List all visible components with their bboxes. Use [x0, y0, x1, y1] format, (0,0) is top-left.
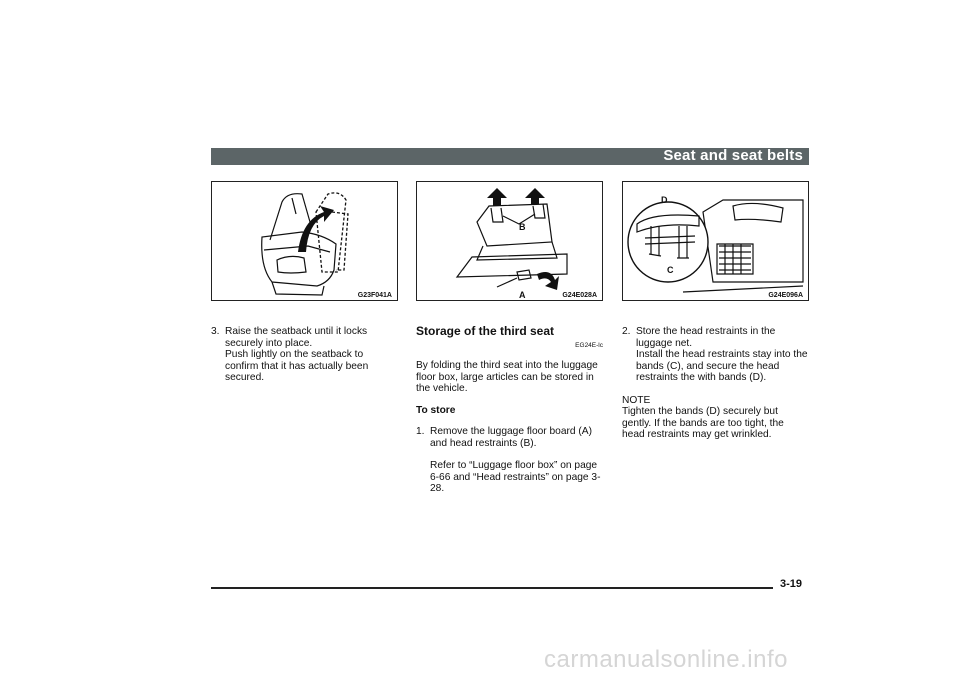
- section-heading: Storage of the third seat: [416, 324, 555, 338]
- note-label: NOTE: [622, 394, 651, 406]
- footer-rule: [211, 587, 773, 589]
- step-3: [211, 326, 398, 384]
- figure-code: G23F041A: [357, 292, 392, 299]
- page-number: 3-19: [780, 578, 803, 590]
- step-text: Raise the seatback until it locks securely into place.: [225, 326, 368, 349]
- callout-b: B: [519, 222, 526, 232]
- figure-code: G24E028A: [562, 292, 597, 299]
- step-number: 2.: [622, 326, 631, 337]
- reference-code: EG24E-lc: [575, 341, 603, 349]
- column-middle: [416, 326, 603, 495]
- step-text: Store the head restraints in the luggage net.: [636, 326, 776, 349]
- step-number: 3.: [211, 326, 220, 337]
- watermark: carmanualsonline.info: [544, 646, 788, 673]
- step-2: [622, 326, 809, 384]
- section-header-bar: [211, 148, 809, 165]
- callout-c: C: [667, 265, 674, 275]
- seat-illustration: [212, 182, 398, 301]
- callout-d: D: [661, 195, 668, 205]
- third-seat-illustration: [417, 182, 603, 301]
- section-title: Seat and seat belts: [663, 147, 803, 164]
- step-note: Install the head restraints stay into the bands (C), and secure the head restraints the with bands (D).: [636, 349, 808, 383]
- column-right: [622, 326, 809, 441]
- figure-luggage-net: [622, 181, 809, 301]
- luggage-net-illustration: [623, 182, 809, 301]
- callout-a: A: [519, 290, 526, 300]
- column-left: [211, 326, 398, 384]
- step-note: Refer to “Luggage floor box” on page 6-66 and “Head restraints” on page 3-28.: [430, 460, 601, 494]
- step-text: Remove the luggage floor board (A) and head restraints (B).: [430, 426, 592, 449]
- step-number: 1.: [416, 426, 425, 437]
- figure-luggage-floor: [416, 181, 603, 301]
- figure-seatback-raise: [211, 181, 398, 301]
- note-text: Tighten the bands (D) securely but gently. If the bands are too tight, the head restraints may get wrinkled.: [622, 406, 784, 440]
- step-1: [416, 426, 603, 495]
- intro-paragraph: By folding the third seat into the luggage floor box, large articles can be stored in the vehicle.: [416, 360, 598, 394]
- figure-code: G24E096A: [768, 292, 803, 299]
- subheading: To store: [416, 404, 456, 416]
- step-note: Push lightly on the seatback to confirm that it has actually been secured.: [225, 349, 369, 383]
